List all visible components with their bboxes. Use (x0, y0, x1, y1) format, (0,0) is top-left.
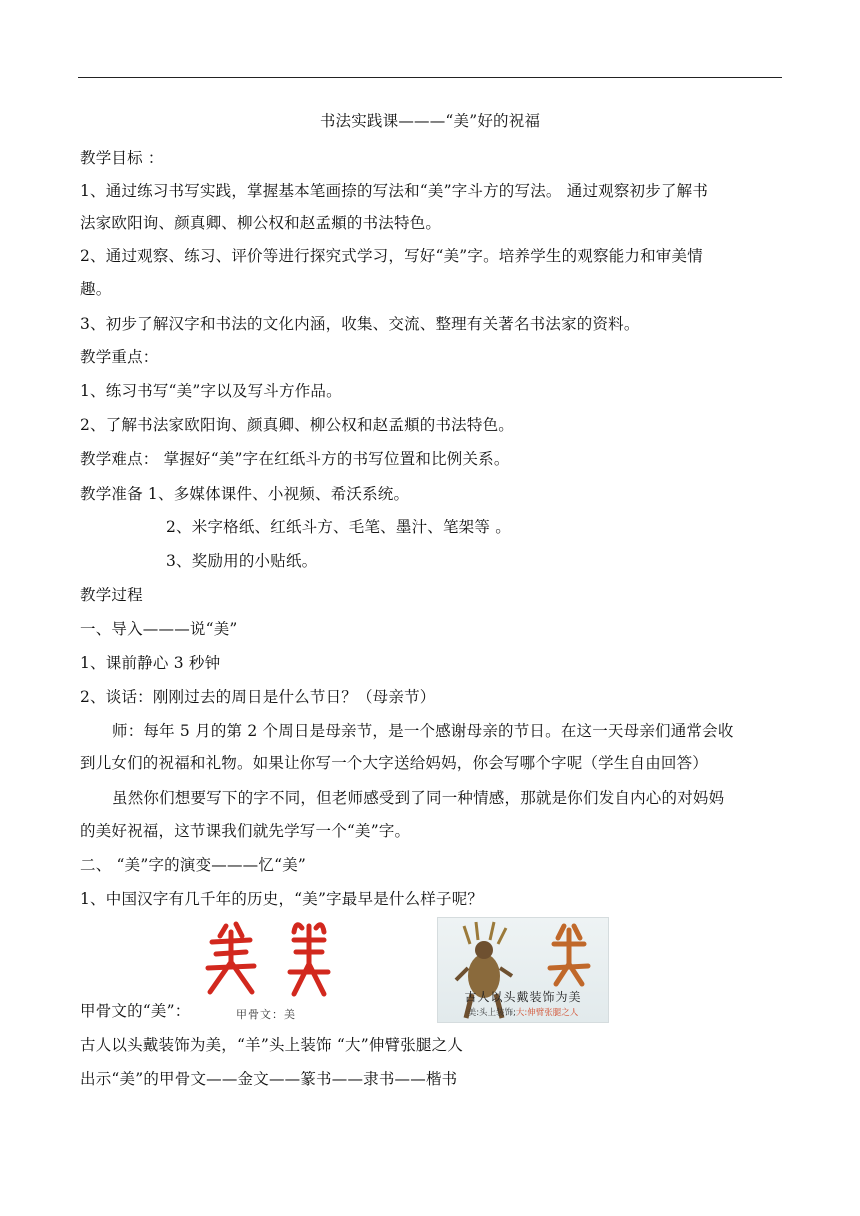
paragraph-line: 2、米字格纸、红纸斗方、毛笔、墨汁、笔架等 。 (166, 518, 511, 536)
subsection-heading: 一、导入———说“美” (80, 620, 238, 638)
section-heading-key-points: 教学重点： (80, 348, 159, 366)
paragraph-line: 2、通过观察、练习、评价等进行探究式学习，写好“美”字。培养学生的观察能力和审美情 (80, 247, 703, 265)
paragraph-line: 师：每年 5 月的第 2 个周日是母亲节，是一个感谢母亲的节日。在这一天母亲们通常会收 (112, 722, 734, 740)
paragraph-line: 2、了解书法家欧阳询、颜真卿、柳公权和赵孟頫的书法特色。 (80, 416, 514, 434)
photo-note: 美:头上装饰;大:伸臂张腿之人 (467, 1008, 579, 1018)
paragraph-line: 1、中国汉字有几千年的历史，“美”字最早是什么样子呢？ (80, 890, 484, 908)
paragraph-line: 趣。 (80, 280, 112, 298)
section-heading-preparation: 教学准备 1、多媒体课件、小视频、希沃系统。 (80, 485, 410, 503)
section-heading-difficulty: 教学难点： 掌握好“美”字在红纸斗方的书写位置和比例关系。 (80, 450, 510, 468)
paragraph-line: 1、通过练习书写实践，掌握基本笔画捺的写法和“美”字斗方的写法。 通过观察初步了解书 (80, 182, 709, 200)
section-heading-objectives: 教学目标 ： (80, 149, 164, 167)
bronze-mei-glyph (550, 926, 588, 984)
ancient-headdress-illustration (437, 917, 609, 1023)
document-title: 书法实践课———“美”好的祝福 (319, 112, 541, 130)
subsection-heading: 二、 “美”字的演变———忆“美” (80, 856, 307, 874)
paragraph-line: 2、谈话：刚刚过去的周日是什么节日？（母亲节） (80, 688, 436, 706)
paragraph-line: 1、练习书写“美”字以及写斗方作品。 (80, 382, 342, 400)
paragraph-line: 1、课前静心 3 秒钟 (80, 654, 221, 672)
paragraph-line: 的美好祝福，这节课我们就先学写一个“美”字。 (80, 822, 411, 840)
paragraph-line: 法家欧阳询、颜真卿、柳公权和赵孟頫的书法特色。 (80, 214, 442, 232)
section-heading-process: 教学过程 (80, 586, 143, 604)
paragraph-line: 3、奖励用的小贴纸。 (166, 552, 318, 570)
oracle-glyph-2 (290, 925, 328, 994)
oracle-bone-mei-glyphs (198, 918, 348, 1000)
paragraph-line: 古人以头戴装饰为美，“羊”头上装饰 “大”伸臂张腿之人 (80, 1036, 464, 1054)
paragraph-line: 虽然你们想要写下的字不同，但老师感受到了同一种情感，那就是你们发自内心的对妈妈 (112, 789, 725, 807)
small-caption: 甲骨文：美 (236, 1008, 296, 1021)
paragraph-line: 到儿女们的祝福和礼物。如果让你写一个大字送给妈妈，你会写哪个字呢（学生自由回答） (80, 754, 709, 772)
paragraph-line: 3、初步了解汉字和书法的文化内涵，收集、交流、整理有关著名书法家的资料。 (80, 315, 640, 333)
paragraph-line: 甲骨文的“美”： (80, 1002, 191, 1020)
paragraph-line: 出示“美”的甲骨文——金文——篆书——隶书——楷书 (80, 1070, 458, 1088)
oracle-glyph-1 (208, 924, 254, 992)
photo-caption: 古人以头戴装饰为美 (464, 990, 582, 1004)
header-rule (78, 77, 782, 78)
